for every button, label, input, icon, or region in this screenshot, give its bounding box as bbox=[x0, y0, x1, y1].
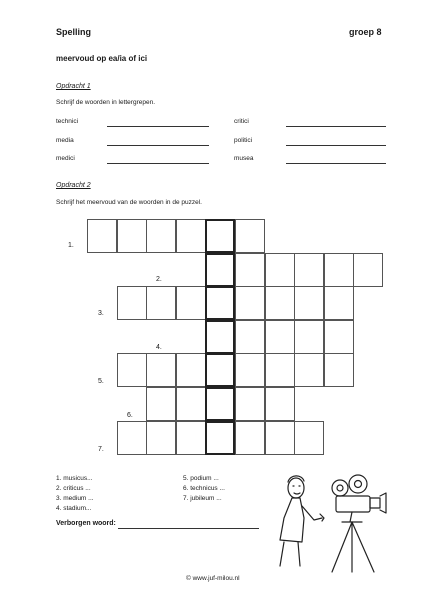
worksheet-title: Spelling bbox=[56, 27, 92, 37]
crossword-cell[interactable] bbox=[235, 320, 265, 354]
crossword-cell[interactable] bbox=[117, 421, 147, 455]
word-media: media bbox=[56, 137, 74, 144]
crossword-cell[interactable] bbox=[176, 421, 206, 455]
opdracht-1-label: Opdracht 1 bbox=[56, 83, 91, 90]
puzzle-number-5: 5. bbox=[98, 378, 104, 385]
crossword-hidden-cell[interactable] bbox=[205, 421, 235, 455]
crossword-cell[interactable] bbox=[294, 353, 324, 387]
camera-lens-hood bbox=[380, 493, 386, 513]
crossword-cell[interactable] bbox=[176, 219, 206, 253]
hidden-word-label: Verborgen woord: bbox=[56, 520, 116, 527]
crossword-cell[interactable] bbox=[146, 353, 176, 387]
crossword-cell[interactable] bbox=[235, 219, 265, 253]
clue-2: 2. criticus ... bbox=[56, 485, 91, 492]
crossword-hidden-cell[interactable] bbox=[205, 253, 235, 287]
opdracht-2-label: Opdracht 2 bbox=[56, 182, 91, 189]
crossword-cell[interactable] bbox=[117, 353, 147, 387]
person-mouth bbox=[294, 493, 300, 494]
crossword-cell[interactable] bbox=[294, 320, 324, 354]
crossword-cell[interactable] bbox=[235, 421, 265, 455]
word-musea: musea bbox=[234, 155, 254, 162]
person-body bbox=[280, 498, 304, 542]
crossword-cell[interactable] bbox=[176, 387, 206, 421]
crossword-cell[interactable] bbox=[235, 387, 265, 421]
crossword-hidden-cell[interactable] bbox=[205, 320, 235, 354]
puzzle-number-1: 1. bbox=[68, 242, 74, 249]
camera-lens bbox=[370, 498, 380, 508]
crossword-cell[interactable] bbox=[146, 219, 176, 253]
crossword-cell[interactable] bbox=[294, 253, 324, 287]
crossword-cell[interactable] bbox=[235, 253, 265, 287]
answer-line-technici[interactable] bbox=[107, 126, 209, 127]
answer-line-politici[interactable] bbox=[286, 145, 386, 146]
opdracht-1-instruction: Schrijf de woorden in lettergrepen. bbox=[56, 99, 156, 106]
opdracht-2-instruction: Schrijf het meervoud van de woorden in de puzzel. bbox=[56, 199, 202, 206]
puzzle-number-3: 3. bbox=[98, 310, 104, 317]
clue-1: 1. musicus... bbox=[56, 475, 93, 482]
person-arm bbox=[302, 506, 322, 520]
answer-line-critici[interactable] bbox=[286, 126, 386, 127]
camera-body bbox=[336, 496, 370, 512]
puzzle-number-4: 4. bbox=[156, 344, 162, 351]
answer-line-medici[interactable] bbox=[107, 163, 209, 164]
crossword-hidden-cell[interactable] bbox=[205, 286, 235, 320]
crossword-cell[interactable] bbox=[146, 286, 176, 320]
camera-operator-illustration bbox=[262, 466, 390, 574]
crossword-hidden-cell[interactable] bbox=[205, 353, 235, 387]
crossword-hidden-cell[interactable] bbox=[205, 219, 235, 253]
crossword-cell[interactable] bbox=[87, 219, 117, 253]
crossword-cell[interactable] bbox=[324, 320, 354, 354]
crossword-hidden-cell[interactable] bbox=[205, 387, 235, 421]
crossword-cell[interactable] bbox=[117, 286, 147, 320]
footer-copyright: © www.juf-milou.nl bbox=[186, 575, 240, 582]
clue-3: 3. medium ... bbox=[56, 495, 94, 502]
crossword-cell[interactable] bbox=[353, 253, 383, 287]
answer-line-media[interactable] bbox=[107, 145, 209, 146]
tripod-legs bbox=[332, 522, 374, 572]
group-label: groep 8 bbox=[349, 27, 382, 37]
clue-7: 7. jubileum ... bbox=[183, 495, 222, 502]
puzzle-number-6: 6. bbox=[127, 412, 133, 419]
crossword-cell[interactable] bbox=[324, 353, 354, 387]
word-medici: medici bbox=[56, 155, 75, 162]
clue-4: 4. stadium... bbox=[56, 505, 92, 512]
crossword-cell[interactable] bbox=[265, 253, 295, 287]
crossword-cell[interactable] bbox=[146, 387, 176, 421]
word-politici: politici bbox=[234, 137, 253, 144]
crossword-cell[interactable] bbox=[294, 286, 324, 320]
crossword-cell[interactable] bbox=[235, 286, 265, 320]
camera-reel-left bbox=[332, 480, 348, 496]
worksheet-subtitle: meervoud op ea/ia of ici bbox=[56, 54, 148, 63]
crossword-cell[interactable] bbox=[176, 286, 206, 320]
word-technici: technici bbox=[56, 118, 79, 125]
crossword-cell[interactable] bbox=[235, 353, 265, 387]
crossword-cell[interactable] bbox=[324, 253, 354, 287]
crossword-cell[interactable] bbox=[265, 387, 295, 421]
clue-6: 6. technicus ... bbox=[183, 485, 225, 492]
crossword-cell[interactable] bbox=[265, 421, 295, 455]
answer-line-musea[interactable] bbox=[286, 163, 386, 164]
puzzle-number-7: 7. bbox=[98, 446, 104, 453]
camera-reel-right bbox=[349, 475, 367, 493]
clue-5: 5. podium ... bbox=[183, 475, 219, 482]
crossword-cell[interactable] bbox=[146, 421, 176, 455]
crossword-cell[interactable] bbox=[294, 421, 324, 455]
crossword-cell[interactable] bbox=[265, 320, 295, 354]
tripod-head bbox=[342, 512, 362, 522]
puzzle-number-2: 2. bbox=[156, 276, 162, 283]
person-head bbox=[288, 478, 304, 498]
crossword-cell[interactable] bbox=[117, 219, 147, 253]
person-legs bbox=[280, 542, 300, 566]
crossword-cell[interactable] bbox=[265, 353, 295, 387]
crossword-cell[interactable] bbox=[265, 286, 295, 320]
word-critici: critici bbox=[234, 118, 249, 125]
crossword-cell[interactable] bbox=[176, 353, 206, 387]
crossword-cell[interactable] bbox=[324, 286, 354, 320]
hidden-word-answer-line[interactable] bbox=[118, 528, 259, 529]
